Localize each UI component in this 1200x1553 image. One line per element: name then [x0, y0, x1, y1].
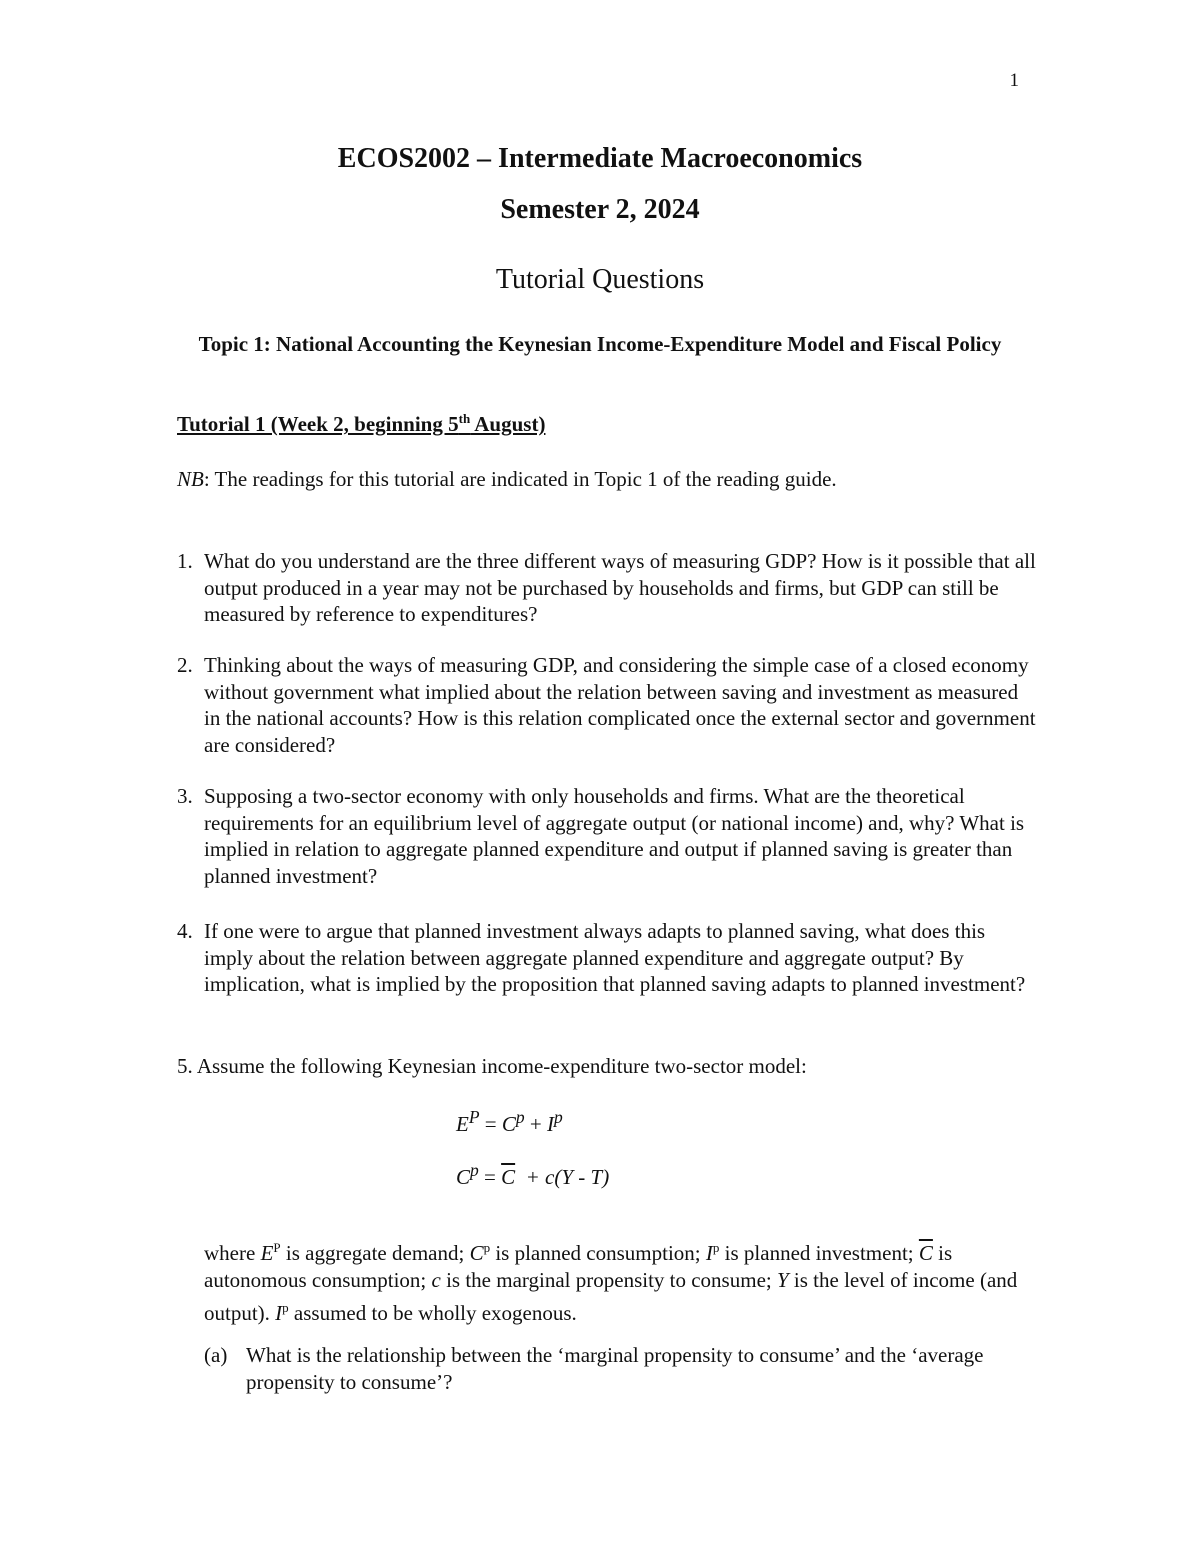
eq-var: I: [546, 1112, 554, 1136]
question-5a: [204, 1342, 1034, 1396]
page-number: 1: [1009, 70, 1019, 91]
eq-var: C: [501, 1112, 516, 1136]
equation-consumption: [456, 1160, 609, 1190]
def-text: is planned consumption;: [490, 1241, 706, 1265]
question-item: [177, 783, 1037, 889]
def-text: is the marginal propensity to consume;: [440, 1268, 777, 1292]
def-text: assumed to be wholly exogenous.: [288, 1301, 577, 1325]
def-var: I: [275, 1301, 283, 1325]
tutorial-heading: [177, 411, 545, 437]
eq-sup: P: [468, 1107, 480, 1127]
question-item: [177, 918, 1037, 998]
def-var: I: [705, 1241, 713, 1265]
nb-note: [177, 467, 837, 492]
def-var: C: [469, 1241, 484, 1265]
topic-heading: Topic 1: National Accounting the Keynesian Income-Expenditure Model and Fiscal Policy: [198, 332, 1002, 356]
eq-op: +: [524, 1112, 547, 1136]
def-text: is aggregate demand;: [280, 1241, 470, 1265]
question-5-intro: 5. Assume the following Keynesian income-expenditure two-sector model:: [177, 1054, 807, 1078]
def-text: is planned investment;: [719, 1241, 919, 1265]
tutorial-heading-sup: th: [458, 411, 471, 426]
eq-sup: p: [470, 1160, 479, 1180]
eq-op: =: [478, 1165, 502, 1189]
question-number: 2.: [177, 653, 193, 677]
question-text: Thinking about the ways of measuring GDP, and considering the simple case of a closed economy without government what implied about the relation between saving and investment as measured in the national accounts? How is this relation complicated once the external sector and government are considered?: [204, 653, 1036, 757]
def-var: E: [260, 1241, 274, 1265]
document-subtitle: Tutorial Questions: [495, 264, 705, 295]
question-text: If one were to argue that planned investment always adapts to planned saving, what does this imply about the relation between aggregate planned expenditure and aggregate output? By implication, what is implied by the proposition that planned saving adapts to planned investment?: [204, 919, 1026, 996]
eq-var: C: [456, 1165, 471, 1189]
def-var: $\overline{C}$: [918, 1241, 933, 1265]
question-text: Supposing a two-sector economy with only households and firms. What are the theoretical requirements for an equilibrium level of aggregate output (or national income) and, why? What is implied in relation to aggregate planned expenditure and output if planned saving is greater than planned investment?: [204, 784, 1025, 888]
eq-op: =: [479, 1112, 502, 1136]
def-sup: p: [483, 1240, 491, 1255]
question-number: 1.: [177, 549, 193, 573]
def-var: c: [431, 1268, 441, 1292]
eq-sup: p: [515, 1107, 525, 1127]
tutorial-heading-pre: Tutorial 1 (Week 2, beginning 5: [177, 412, 459, 436]
question-item: [177, 652, 1037, 758]
eq-var: E: [456, 1112, 469, 1136]
eq-sup: p: [553, 1107, 563, 1127]
course-title: ECOS2002 – Intermediate Macroeconomics: [337, 143, 863, 174]
variable-definitions: [204, 1234, 1034, 1327]
def-text: is autonomous consumption;: [204, 1241, 953, 1292]
def-text: is the level of income (and output).: [204, 1268, 1018, 1325]
eq-var: $\overline{C}$: [501, 1165, 516, 1189]
def-sup: p: [712, 1240, 720, 1255]
question-part-label: (a): [204, 1343, 228, 1367]
tutorial-heading-post: August): [470, 412, 546, 436]
question-text: What do you understand are the three different ways of measuring GDP? How is it possible that all output produced in a year may not be purchased by households and firms, but GDP can still be measured by reference to expenditures?: [204, 549, 1036, 626]
def-var: Y: [776, 1268, 789, 1292]
question-number: 3.: [177, 784, 193, 808]
def-text: where: [204, 1241, 261, 1265]
equation-aggregate-demand: [456, 1107, 563, 1137]
semester-title: Semester 2, 2024: [500, 194, 700, 225]
def-sup: p: [282, 1300, 289, 1315]
question-number: 4.: [177, 919, 193, 943]
nb-label: NB: [177, 467, 204, 491]
nb-text: : The readings for this tutorial are indicated in Topic 1 of the reading guide.: [203, 467, 837, 491]
eq-rest: + c(Y - T): [515, 1165, 610, 1189]
def-sup: P: [273, 1240, 281, 1255]
question-item: [177, 548, 1037, 628]
question-part-text: What is the relationship between the ‘marginal propensity to consume’ and the ‘average propensity to consume’?: [246, 1343, 984, 1394]
